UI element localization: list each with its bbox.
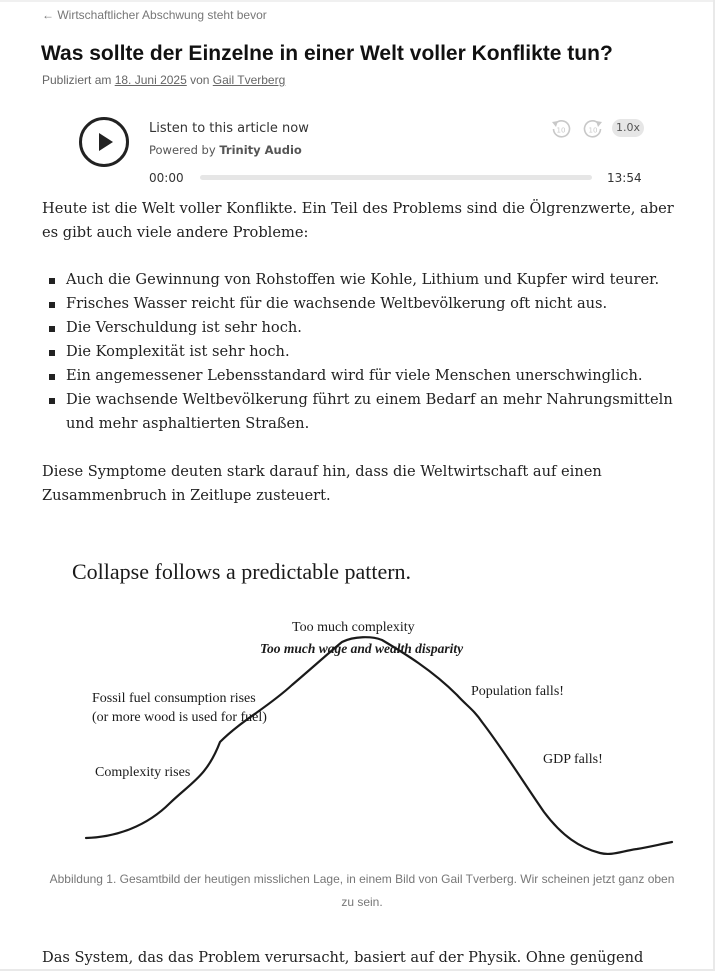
- powered-brand: Trinity Audio: [219, 143, 302, 157]
- figure-caption: Abbildung 1. Gesamtbild der heutigen misslichen Lage, in einem Bild von Gail Tverberg. Wir scheinen jetzt ganz oben zu sein.: [49, 872, 675, 909]
- label-gdp-falls: GDP falls!: [543, 752, 603, 767]
- list-item: Ein angemessener Lebensstandard wird für viele Menschen unerschwinglich.: [42, 364, 682, 388]
- powered-prefix: Powered by: [149, 143, 220, 157]
- label-too-much-complexity: Too much complexity: [292, 620, 415, 635]
- continuation-paragraph: Das System, das das Problem verursacht, basiert auf der Physik. Ohne genügend: [42, 949, 644, 966]
- label-fossil-fuel-2: (or more wood is used for fuel): [92, 710, 267, 725]
- rewind-10-icon: [550, 118, 572, 140]
- forward-10-icon: [582, 118, 604, 140]
- summary-paragraph: Diese Symptome deuten stark darauf hin, dass die Weltwirtschaft auf einen Zusammenbruch in Zeitlupe zusteuert.: [42, 463, 602, 504]
- playback-speed-button[interactable]: 1.0x: [612, 119, 644, 137]
- powered-by: [149, 143, 302, 157]
- audio-player: [60, 108, 660, 188]
- rewind-10-button[interactable]: [550, 118, 572, 140]
- author-link[interactable]: Gail Tverberg: [212, 73, 286, 87]
- collapse-figure: [42, 550, 682, 860]
- list-item: Frisches Wasser reicht für die wachsende Weltbevölkerung oft nicht aus.: [42, 292, 682, 316]
- play-icon: [82, 120, 126, 164]
- forward-label: 10: [588, 126, 598, 135]
- forward-10-button[interactable]: [582, 118, 604, 140]
- label-complexity-rises: Complexity rises: [95, 765, 191, 780]
- date-link[interactable]: 18. Juni 2025: [114, 73, 187, 87]
- play-button[interactable]: [79, 117, 129, 167]
- article-title: Was sollte der Einzelne in einer Welt voller Konflikte tun?: [41, 42, 613, 65]
- label-fossil-fuel-1: Fossil fuel consumption rises: [92, 691, 256, 706]
- current-time: 00:00: [149, 171, 184, 185]
- meta-prefix: Publiziert am: [42, 73, 115, 87]
- figure-title: Collapse follows a predictable pattern.: [72, 559, 412, 584]
- problem-list: [42, 268, 682, 436]
- list-item: Die wachsende Weltbevölkerung führt zu einem Bedarf an mehr Nahrungsmitteln und mehr asphaltierten Straßen.: [42, 388, 682, 436]
- list-item: Die Komplexität ist sehr hoch.: [42, 340, 682, 364]
- meta-by: von: [186, 73, 213, 87]
- label-wage-disparity: Too much wage and wealth disparity: [260, 641, 464, 656]
- collapse-diagram: [42, 550, 682, 860]
- progress-bar[interactable]: [200, 175, 592, 180]
- total-time: 13:54: [607, 171, 642, 185]
- intro-paragraph: Heute ist die Welt voller Konflikte. Ein Teil des Problems sind die Ölgrenzwerte, aber es gibt auch viele andere Probleme:: [42, 200, 674, 241]
- rewind-label: 10: [556, 126, 566, 135]
- article-meta: [42, 73, 285, 87]
- label-population-falls: Population falls!: [471, 684, 564, 699]
- listen-label: Listen to this article now: [149, 121, 309, 136]
- list-item: Auch die Gewinnung von Rohstoffen wie Kohle, Lithium und Kupfer wird teurer.: [42, 268, 682, 292]
- collapse-curve: [86, 637, 672, 854]
- previous-article-link[interactable]: ← Wirtschaftlicher Abschwung steht bevor: [42, 8, 267, 22]
- list-item: Die Verschuldung ist sehr hoch.: [42, 316, 682, 340]
